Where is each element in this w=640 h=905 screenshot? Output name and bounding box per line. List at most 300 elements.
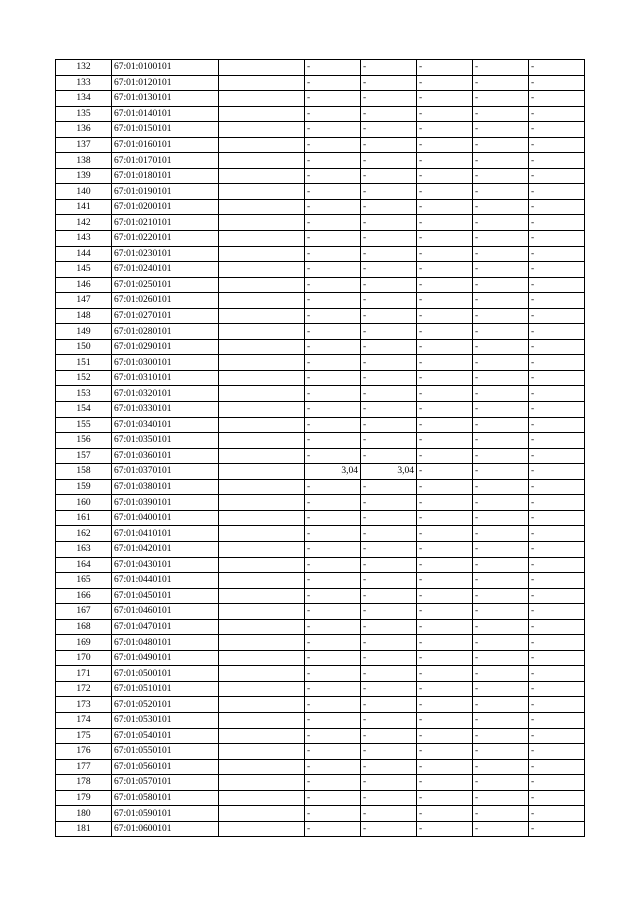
- value-cell-4: -: [473, 573, 529, 589]
- blank-cell: [219, 790, 305, 806]
- blank-cell: [219, 122, 305, 138]
- table-row: [56, 557, 585, 573]
- value-cell-3: -: [417, 106, 473, 122]
- table-row: [56, 712, 585, 728]
- value-cell-5: -: [529, 681, 585, 697]
- table-row: [56, 759, 585, 775]
- value-cell-5: -: [529, 573, 585, 589]
- value-cell-5: -: [529, 75, 585, 91]
- value-cell-5: -: [529, 137, 585, 153]
- value-cell-1: -: [305, 184, 361, 200]
- cadastral-code-cell: 67:01:0180101: [112, 168, 219, 184]
- cadastral-code-cell: 67:01:0130101: [112, 91, 219, 107]
- cadastral-code-cell: 67:01:0340101: [112, 417, 219, 433]
- value-cell-4: -: [473, 122, 529, 138]
- value-cell-5: -: [529, 697, 585, 713]
- value-cell-4: -: [473, 510, 529, 526]
- table-row: [56, 666, 585, 682]
- value-cell-1: -: [305, 759, 361, 775]
- table-row: [56, 106, 585, 122]
- blank-cell: [219, 588, 305, 604]
- value-cell-1: -: [305, 60, 361, 76]
- blank-cell: [219, 510, 305, 526]
- value-cell-3: -: [417, 417, 473, 433]
- blank-cell: [219, 479, 305, 495]
- blank-cell: [219, 386, 305, 402]
- blank-cell: [219, 339, 305, 355]
- row-number-cell: 137: [56, 137, 112, 153]
- value-cell-1: 3,04: [305, 464, 361, 480]
- value-cell-2: -: [361, 635, 417, 651]
- value-cell-1: -: [305, 339, 361, 355]
- value-cell-1: -: [305, 681, 361, 697]
- row-number-cell: 172: [56, 681, 112, 697]
- blank-cell: [219, 137, 305, 153]
- value-cell-1: -: [305, 510, 361, 526]
- value-cell-5: -: [529, 199, 585, 215]
- value-cell-5: -: [529, 448, 585, 464]
- value-cell-5: -: [529, 588, 585, 604]
- value-cell-5: -: [529, 339, 585, 355]
- row-number-cell: 173: [56, 697, 112, 713]
- value-cell-4: -: [473, 666, 529, 682]
- value-cell-1: -: [305, 91, 361, 107]
- value-cell-3: -: [417, 573, 473, 589]
- value-cell-5: -: [529, 541, 585, 557]
- value-cell-5: -: [529, 619, 585, 635]
- cadastral-code-cell: 67:01:0380101: [112, 479, 219, 495]
- value-cell-4: -: [473, 231, 529, 247]
- table-row: [56, 75, 585, 91]
- value-cell-5: -: [529, 122, 585, 138]
- value-cell-1: -: [305, 277, 361, 293]
- value-cell-3: -: [417, 541, 473, 557]
- cadastral-code-cell: 67:01:0470101: [112, 619, 219, 635]
- blank-cell: [219, 666, 305, 682]
- value-cell-5: -: [529, 277, 585, 293]
- value-cell-2: 3,04: [361, 464, 417, 480]
- row-number-cell: 174: [56, 712, 112, 728]
- value-cell-5: -: [529, 231, 585, 247]
- value-cell-2: -: [361, 199, 417, 215]
- cadastral-code-cell: 67:01:0150101: [112, 122, 219, 138]
- value-cell-4: -: [473, 60, 529, 76]
- value-cell-2: -: [361, 681, 417, 697]
- value-cell-4: -: [473, 370, 529, 386]
- table-row: [56, 324, 585, 340]
- table-row: [56, 184, 585, 200]
- row-number-cell: 147: [56, 293, 112, 309]
- blank-cell: [219, 573, 305, 589]
- value-cell-1: -: [305, 479, 361, 495]
- value-cell-5: -: [529, 60, 585, 76]
- blank-cell: [219, 75, 305, 91]
- cadastral-code-cell: 67:01:0570101: [112, 775, 219, 791]
- value-cell-3: -: [417, 604, 473, 620]
- value-cell-2: -: [361, 370, 417, 386]
- row-number-cell: 176: [56, 744, 112, 760]
- value-cell-1: -: [305, 448, 361, 464]
- value-cell-4: -: [473, 137, 529, 153]
- cadastral-code-cell: 67:01:0330101: [112, 402, 219, 418]
- value-cell-3: -: [417, 619, 473, 635]
- value-cell-2: -: [361, 790, 417, 806]
- table-row: [56, 464, 585, 480]
- blank-cell: [219, 775, 305, 791]
- value-cell-5: -: [529, 308, 585, 324]
- value-cell-5: -: [529, 557, 585, 573]
- value-cell-4: -: [473, 728, 529, 744]
- value-cell-2: -: [361, 775, 417, 791]
- value-cell-3: -: [417, 775, 473, 791]
- table-row: [56, 619, 585, 635]
- value-cell-2: -: [361, 137, 417, 153]
- value-cell-4: -: [473, 790, 529, 806]
- cadastral-code-cell: 67:01:0560101: [112, 759, 219, 775]
- table-row: [56, 355, 585, 371]
- cadastral-code-cell: 67:01:0390101: [112, 495, 219, 511]
- cadastral-code-cell: 67:01:0370101: [112, 464, 219, 480]
- blank-cell: [219, 91, 305, 107]
- blank-cell: [219, 106, 305, 122]
- table-row: [56, 604, 585, 620]
- row-number-cell: 162: [56, 526, 112, 542]
- value-cell-2: -: [361, 106, 417, 122]
- row-number-cell: 167: [56, 604, 112, 620]
- value-cell-2: -: [361, 386, 417, 402]
- value-cell-2: -: [361, 759, 417, 775]
- row-number-cell: 154: [56, 402, 112, 418]
- table-row: [56, 681, 585, 697]
- row-number-cell: 146: [56, 277, 112, 293]
- row-number-cell: 170: [56, 650, 112, 666]
- cadastral-code-cell: 67:01:0530101: [112, 712, 219, 728]
- cadastral-code-cell: 67:01:0360101: [112, 448, 219, 464]
- value-cell-3: -: [417, 386, 473, 402]
- table-row: [56, 744, 585, 760]
- value-cell-2: -: [361, 153, 417, 169]
- value-cell-5: -: [529, 370, 585, 386]
- table-row: [56, 806, 585, 822]
- value-cell-2: -: [361, 262, 417, 278]
- value-cell-4: -: [473, 806, 529, 822]
- value-cell-1: -: [305, 370, 361, 386]
- blank-cell: [219, 417, 305, 433]
- data-table: [55, 59, 585, 837]
- row-number-cell: 179: [56, 790, 112, 806]
- value-cell-3: -: [417, 153, 473, 169]
- value-cell-2: -: [361, 510, 417, 526]
- value-cell-4: -: [473, 153, 529, 169]
- table-row: [56, 308, 585, 324]
- row-number-cell: 160: [56, 495, 112, 511]
- value-cell-1: -: [305, 168, 361, 184]
- row-number-cell: 171: [56, 666, 112, 682]
- value-cell-2: -: [361, 339, 417, 355]
- cadastral-code-cell: 67:01:0220101: [112, 231, 219, 247]
- value-cell-3: -: [417, 355, 473, 371]
- cadastral-code-cell: 67:01:0290101: [112, 339, 219, 355]
- value-cell-5: -: [529, 775, 585, 791]
- row-number-cell: 163: [56, 541, 112, 557]
- value-cell-4: -: [473, 199, 529, 215]
- value-cell-1: -: [305, 75, 361, 91]
- cadastral-code-cell: 67:01:0410101: [112, 526, 219, 542]
- value-cell-1: -: [305, 744, 361, 760]
- value-cell-3: -: [417, 821, 473, 837]
- table-row: [56, 573, 585, 589]
- cadastral-code-cell: 67:01:0490101: [112, 650, 219, 666]
- row-number-cell: 166: [56, 588, 112, 604]
- value-cell-4: -: [473, 386, 529, 402]
- value-cell-1: -: [305, 355, 361, 371]
- value-cell-4: -: [473, 339, 529, 355]
- table-row: [56, 60, 585, 76]
- value-cell-5: -: [529, 759, 585, 775]
- value-cell-5: -: [529, 604, 585, 620]
- cadastral-code-cell: 67:01:0350101: [112, 433, 219, 449]
- blank-cell: [219, 557, 305, 573]
- table-row: [56, 697, 585, 713]
- value-cell-3: -: [417, 728, 473, 744]
- table-row: [56, 417, 585, 433]
- table-row: [56, 650, 585, 666]
- value-cell-2: -: [361, 666, 417, 682]
- blank-cell: [219, 526, 305, 542]
- value-cell-5: -: [529, 510, 585, 526]
- value-cell-1: -: [305, 246, 361, 262]
- row-number-cell: 152: [56, 370, 112, 386]
- cadastral-code-cell: 67:01:0540101: [112, 728, 219, 744]
- row-number-cell: 144: [56, 246, 112, 262]
- cadastral-code-cell: 67:01:0280101: [112, 324, 219, 340]
- value-cell-4: -: [473, 712, 529, 728]
- value-cell-4: -: [473, 262, 529, 278]
- value-cell-1: -: [305, 588, 361, 604]
- blank-cell: [219, 448, 305, 464]
- blank-cell: [219, 495, 305, 511]
- value-cell-1: -: [305, 324, 361, 340]
- blank-cell: [219, 153, 305, 169]
- value-cell-4: -: [473, 604, 529, 620]
- value-cell-1: -: [305, 573, 361, 589]
- value-cell-2: -: [361, 293, 417, 309]
- cadastral-code-cell: 67:01:0590101: [112, 806, 219, 822]
- value-cell-2: -: [361, 324, 417, 340]
- blank-cell: [219, 464, 305, 480]
- blank-cell: [219, 231, 305, 247]
- value-cell-1: -: [305, 697, 361, 713]
- blank-cell: [219, 370, 305, 386]
- value-cell-2: -: [361, 448, 417, 464]
- value-cell-1: -: [305, 666, 361, 682]
- value-cell-5: -: [529, 479, 585, 495]
- row-number-cell: 181: [56, 821, 112, 837]
- value-cell-4: -: [473, 759, 529, 775]
- blank-cell: [219, 604, 305, 620]
- value-cell-4: -: [473, 246, 529, 262]
- table-row: [56, 495, 585, 511]
- value-cell-4: -: [473, 479, 529, 495]
- row-number-cell: 151: [56, 355, 112, 371]
- table-row: [56, 199, 585, 215]
- value-cell-3: -: [417, 495, 473, 511]
- value-cell-4: -: [473, 293, 529, 309]
- value-cell-3: -: [417, 339, 473, 355]
- cadastral-code-cell: 67:01:0320101: [112, 386, 219, 402]
- table-row: [56, 790, 585, 806]
- cadastral-code-cell: 67:01:0230101: [112, 246, 219, 262]
- value-cell-2: -: [361, 557, 417, 573]
- value-cell-5: -: [529, 91, 585, 107]
- value-cell-5: -: [529, 262, 585, 278]
- table-row: [56, 137, 585, 153]
- row-number-cell: 150: [56, 339, 112, 355]
- value-cell-1: -: [305, 417, 361, 433]
- blank-cell: [219, 277, 305, 293]
- value-cell-2: -: [361, 168, 417, 184]
- cadastral-code-cell: 67:01:0440101: [112, 573, 219, 589]
- value-cell-2: -: [361, 526, 417, 542]
- value-cell-4: -: [473, 75, 529, 91]
- value-cell-3: -: [417, 635, 473, 651]
- value-cell-1: -: [305, 231, 361, 247]
- cadastral-code-cell: 67:01:0210101: [112, 215, 219, 231]
- value-cell-5: -: [529, 464, 585, 480]
- table-row: [56, 526, 585, 542]
- table-row: [56, 775, 585, 791]
- row-number-cell: 165: [56, 573, 112, 589]
- cadastral-code-cell: 67:01:0500101: [112, 666, 219, 682]
- value-cell-1: -: [305, 402, 361, 418]
- value-cell-1: -: [305, 806, 361, 822]
- row-number-cell: 153: [56, 386, 112, 402]
- blank-cell: [219, 728, 305, 744]
- value-cell-2: -: [361, 821, 417, 837]
- value-cell-2: -: [361, 541, 417, 557]
- cadastral-code-cell: 67:01:0420101: [112, 541, 219, 557]
- row-number-cell: 138: [56, 153, 112, 169]
- row-number-cell: 132: [56, 60, 112, 76]
- value-cell-3: -: [417, 479, 473, 495]
- value-cell-2: -: [361, 246, 417, 262]
- blank-cell: [219, 681, 305, 697]
- value-cell-2: -: [361, 122, 417, 138]
- value-cell-5: -: [529, 355, 585, 371]
- value-cell-4: -: [473, 308, 529, 324]
- value-cell-3: -: [417, 759, 473, 775]
- value-cell-5: -: [529, 106, 585, 122]
- value-cell-3: -: [417, 681, 473, 697]
- value-cell-5: -: [529, 168, 585, 184]
- blank-cell: [219, 184, 305, 200]
- table-row: [56, 231, 585, 247]
- cadastral-code-cell: 67:01:0310101: [112, 370, 219, 386]
- value-cell-4: -: [473, 541, 529, 557]
- value-cell-2: -: [361, 744, 417, 760]
- row-number-cell: 141: [56, 199, 112, 215]
- blank-cell: [219, 60, 305, 76]
- value-cell-3: -: [417, 433, 473, 449]
- value-cell-1: -: [305, 153, 361, 169]
- table-row: [56, 479, 585, 495]
- blank-cell: [219, 744, 305, 760]
- row-number-cell: 175: [56, 728, 112, 744]
- blank-cell: [219, 541, 305, 557]
- value-cell-5: -: [529, 402, 585, 418]
- value-cell-5: -: [529, 495, 585, 511]
- row-number-cell: 155: [56, 417, 112, 433]
- cadastral-code-cell: 67:01:0550101: [112, 744, 219, 760]
- value-cell-4: -: [473, 697, 529, 713]
- cadastral-code-cell: 67:01:0250101: [112, 277, 219, 293]
- value-cell-5: -: [529, 433, 585, 449]
- value-cell-4: -: [473, 775, 529, 791]
- table-row: [56, 448, 585, 464]
- value-cell-4: -: [473, 650, 529, 666]
- value-cell-4: -: [473, 355, 529, 371]
- value-cell-4: -: [473, 402, 529, 418]
- table-row: [56, 293, 585, 309]
- cadastral-code-cell: 67:01:0270101: [112, 308, 219, 324]
- value-cell-1: -: [305, 262, 361, 278]
- value-cell-3: -: [417, 231, 473, 247]
- row-number-cell: 139: [56, 168, 112, 184]
- table-row: [56, 433, 585, 449]
- value-cell-5: -: [529, 635, 585, 651]
- value-cell-3: -: [417, 293, 473, 309]
- value-cell-3: -: [417, 91, 473, 107]
- value-cell-2: -: [361, 479, 417, 495]
- value-cell-2: -: [361, 806, 417, 822]
- value-cell-1: -: [305, 604, 361, 620]
- cadastral-code-cell: 67:01:0510101: [112, 681, 219, 697]
- value-cell-5: -: [529, 386, 585, 402]
- blank-cell: [219, 324, 305, 340]
- value-cell-2: -: [361, 433, 417, 449]
- cadastral-code-cell: 67:01:0480101: [112, 635, 219, 651]
- value-cell-3: -: [417, 666, 473, 682]
- blank-cell: [219, 246, 305, 262]
- value-cell-1: -: [305, 728, 361, 744]
- value-cell-5: -: [529, 712, 585, 728]
- value-cell-4: -: [473, 744, 529, 760]
- value-cell-4: -: [473, 681, 529, 697]
- table-row: [56, 588, 585, 604]
- table-row: [56, 728, 585, 744]
- table-row: [56, 635, 585, 651]
- value-cell-4: -: [473, 168, 529, 184]
- blank-cell: [219, 262, 305, 278]
- cadastral-code-cell: 67:01:0400101: [112, 510, 219, 526]
- row-number-cell: 159: [56, 479, 112, 495]
- blank-cell: [219, 821, 305, 837]
- value-cell-1: -: [305, 106, 361, 122]
- table-row: [56, 215, 585, 231]
- value-cell-4: -: [473, 184, 529, 200]
- row-number-cell: 149: [56, 324, 112, 340]
- blank-cell: [219, 650, 305, 666]
- cadastral-code-cell: 67:01:0240101: [112, 262, 219, 278]
- table-row: [56, 153, 585, 169]
- value-cell-4: -: [473, 619, 529, 635]
- table-row: [56, 246, 585, 262]
- value-cell-3: -: [417, 262, 473, 278]
- value-cell-2: -: [361, 573, 417, 589]
- value-cell-3: -: [417, 122, 473, 138]
- value-cell-1: -: [305, 433, 361, 449]
- value-cell-3: -: [417, 464, 473, 480]
